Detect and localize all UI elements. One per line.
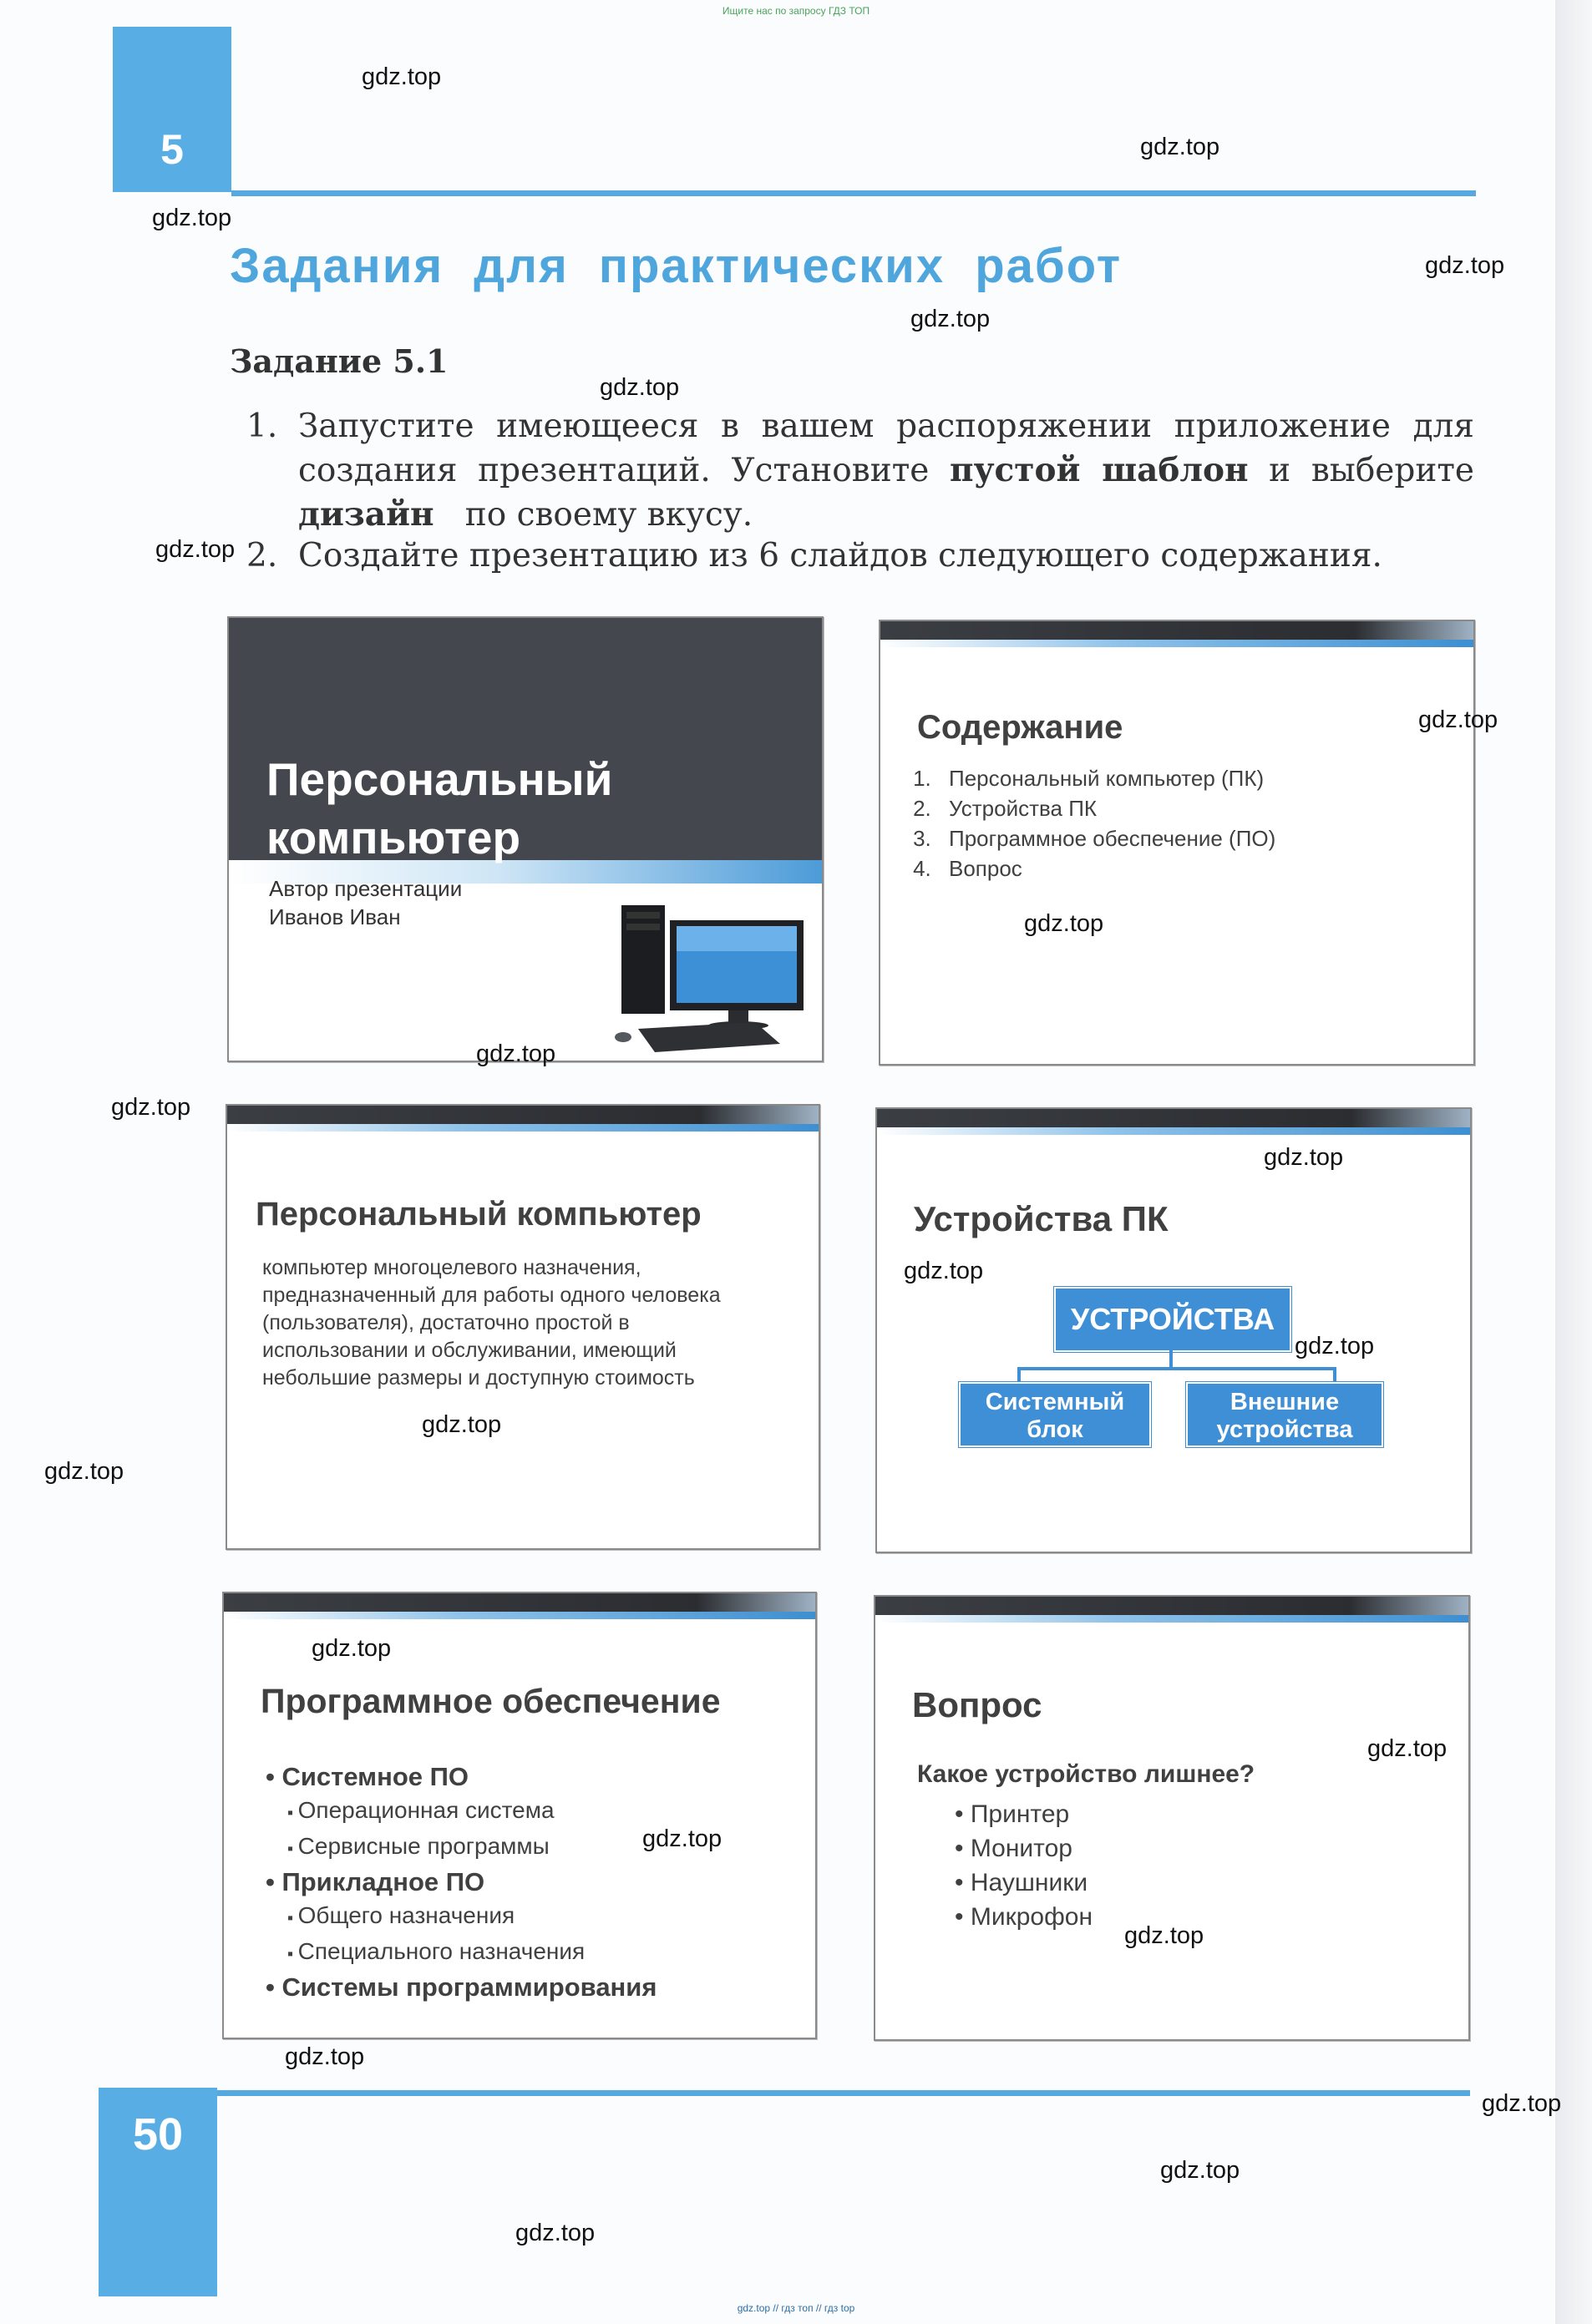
watermark: gdz.top (362, 63, 442, 90)
watermark: gdz.top (312, 1635, 392, 1662)
footer-rule (217, 2090, 1470, 2096)
watermark: gdz.top (476, 1040, 556, 1067)
list-item: • Наушники (955, 1866, 1093, 1900)
page-edge-shadow (1555, 0, 1592, 2324)
slide-6 (874, 1595, 1470, 2041)
slide-6-question: Какое устройство лишнее? (917, 1760, 1255, 1788)
watermark: gdz.top (1264, 1144, 1344, 1171)
watermark: gdz.top (1160, 2157, 1240, 2184)
chapter-number: 5 (160, 126, 184, 173)
slide-2-list (914, 763, 1275, 884)
watermark: gdz.top (1367, 1735, 1448, 1762)
task-item-1: 1. Запустите имеющееся в вашем распоряжении приложение для создания презентаций. Установите пустой шаблон и выберите дизайн по своему вкусу. (246, 408, 1474, 534)
slide-3-text: компьютер многоцелевого назначения, предназначенный для работы одного человека (пользователя), достаточно простой в использовании и обслуживании, имеющий небольшие размеры и доступную стоимость (262, 1256, 721, 1390)
list-item: • Прикладное ПО (266, 1866, 657, 1899)
watermark: gdz.top (1482, 2090, 1562, 2117)
slide-1 (227, 616, 824, 1062)
list-item: • Монитор (955, 1831, 1093, 1866)
slide-4-top-band (877, 1127, 1470, 1135)
watermark: gdz.top (910, 306, 991, 332)
slide-6-list (955, 1797, 1093, 1934)
task-title: Задание 5.1 (230, 342, 449, 380)
watermark: gdz.top (642, 1825, 722, 1852)
watermark: gdz.top (1024, 910, 1104, 937)
slide-4 (875, 1107, 1472, 1553)
diagram-connector (1017, 1367, 1335, 1370)
watermark: gdz.top (1418, 706, 1498, 733)
slide-2-title: Содержание (917, 709, 1123, 746)
watermark: gdz.top (1124, 1922, 1204, 1949)
list-item: ▪ Общего назначения (266, 1899, 657, 1935)
list-item: • Системы программирования (266, 1971, 657, 2004)
page-title: Задания для практических работ (230, 239, 1123, 293)
slide-6-top-band (875, 1615, 1468, 1623)
header-rule (231, 190, 1476, 196)
diagram-child-box-2: Внешние устройства (1186, 1382, 1383, 1447)
slide-5-list (266, 1760, 657, 2004)
watermark: gdz.top (152, 205, 232, 231)
slide-5-title: Программное обеспечение (261, 1682, 721, 1720)
watermark: gdz.top (155, 536, 236, 563)
slide-3-top-band (227, 1124, 819, 1132)
diagram-root-box: УСТРОЙСТВА (1054, 1287, 1291, 1352)
watermark: gdz.top (600, 374, 680, 401)
list-item: 2. Устройства ПК (937, 793, 1275, 823)
top-note: Ищите нас по запросу ГДЗ ТОП (722, 5, 870, 17)
slide-6-top-bar (875, 1597, 1468, 1615)
watermark: gdz.top (1425, 252, 1505, 279)
slide-3 (226, 1104, 820, 1550)
slide-2 (879, 620, 1475, 1066)
task-item-2: 2. Создайте презентацию из 6 слайдов следующего содержания. (246, 537, 1382, 575)
slide-2-top-bar (880, 621, 1473, 640)
watermark: gdz.top (515, 2220, 596, 2246)
watermark: gdz.top (1295, 1333, 1375, 1359)
diagram-connector (1017, 1367, 1021, 1382)
bottom-note: gdz.top // гдз топ // гдз top (737, 2302, 855, 2314)
list-item: 3. Программное обеспечение (ПО) (937, 823, 1275, 853)
diagram-connector (1169, 1350, 1173, 1369)
slide-4-top-bar (877, 1109, 1470, 1127)
slide-1-title: Персональный компьютер (266, 753, 613, 863)
slide-5-top-band (224, 1612, 815, 1619)
slide-5-top-bar (224, 1593, 815, 1612)
diagram-connector (1333, 1367, 1336, 1382)
slide-4-title: Устройства ПК (914, 1199, 1169, 1238)
slide-2-top-band (880, 640, 1473, 647)
watermark: gdz.top (1140, 134, 1220, 160)
watermark: gdz.top (904, 1258, 984, 1284)
diagram-child-box-1: Системный блок (959, 1382, 1151, 1447)
slide-6-title: Вопрос (912, 1685, 1042, 1724)
computer-image (605, 887, 814, 1054)
page-number: 50 (132, 2109, 184, 2159)
list-item: 1. Персональный компьютер (ПК) (937, 763, 1275, 793)
watermark: gdz.top (44, 1458, 124, 1485)
watermark: gdz.top (422, 1411, 502, 1438)
watermark: gdz.top (111, 1094, 191, 1121)
list-item: • Принтер (955, 1797, 1093, 1831)
list-item: ▪ Специального назначения (266, 1935, 657, 1971)
list-item: 4. Вопрос (937, 853, 1275, 884)
list-item: • Системное ПО (266, 1760, 657, 1794)
watermark: gdz.top (285, 2043, 365, 2070)
slide-1-author: Автор презентации Иванов Иван (269, 876, 463, 929)
list-item: ▪ Сервисные программы (266, 1830, 657, 1866)
list-item: • Микрофон (955, 1900, 1093, 1934)
slide-3-title: Персональный компьютер (256, 1196, 702, 1233)
list-item: ▪ Операционная система (266, 1794, 657, 1830)
slide-3-top-bar (227, 1106, 819, 1124)
